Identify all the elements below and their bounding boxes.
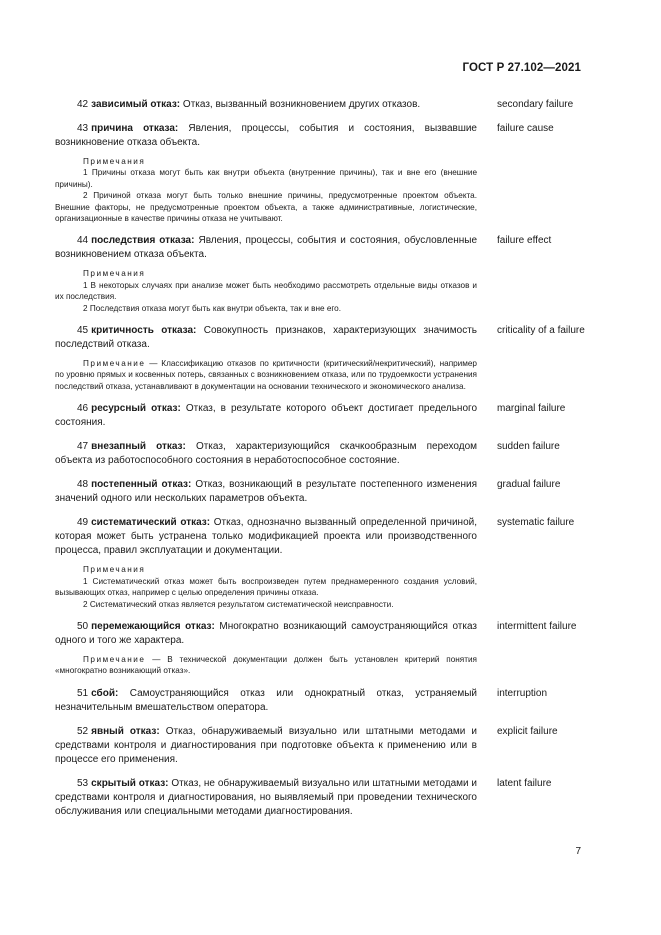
term-definition-column	[55, 478, 477, 506]
term-entry	[55, 516, 585, 610]
notes-block	[55, 156, 477, 224]
term-definition-column	[55, 620, 477, 677]
term-entry	[55, 440, 585, 468]
english-term: interruption	[497, 687, 548, 699]
term-entry	[55, 122, 585, 224]
term-name: последствия отказа:	[91, 235, 195, 247]
definition-text: Отказ, обнаруживаемый визуально или штатными методами и средствами контроля и диагностирования при подготовке объекта к применению или в процессе его применения.	[55, 725, 478, 765]
term-number: 52	[77, 725, 89, 737]
term-number: 45	[77, 325, 89, 337]
term-definition-column	[55, 324, 477, 392]
term-entry	[55, 687, 585, 715]
term-entry	[55, 402, 585, 430]
term-name: сбой:	[91, 687, 119, 699]
definition-text: Явления, процессы, события и состояния, вызвавшие возникновение отказа объекта.	[55, 123, 477, 148]
note-block	[55, 654, 477, 677]
term-definition	[55, 98, 477, 112]
term-number: 53	[77, 777, 89, 789]
definition-text: Отказ, вызванный возникновением других отказов.	[182, 99, 421, 110]
term-entry	[55, 725, 585, 767]
definition-text: Отказ, характеризующийся скачкообразным переходом объекта из работоспособного состояния в неработоспособное состояние.	[55, 441, 478, 467]
english-term: marginal failure	[497, 403, 566, 415]
definition-text: Явления, процессы, события и состояния, обусловленные возникновением отказа объекта.	[55, 235, 478, 261]
term-definition-column	[55, 98, 477, 112]
term-name: ресурсный отказ:	[91, 403, 181, 415]
definition-text: Самоустраняющийся отказ или однократный отказ, устраняемый незначительным вмешательством оператора.	[55, 687, 478, 713]
term-name: скрытый отказ:	[91, 777, 169, 789]
term-number: 51	[77, 687, 89, 699]
english-term: systematic failure	[497, 517, 575, 529]
page-number: 7	[575, 846, 581, 857]
term-name: перемежающийся отказ:	[91, 620, 215, 632]
term-name: постепенный отказ:	[91, 479, 192, 491]
note-item: 2 Систематический отказ является результатом систематической неисправности.	[83, 599, 394, 609]
note-item: 2 Последствия отказа могут быть как внутри объекта, так и вне его.	[83, 303, 342, 313]
term-name: явный отказ:	[91, 725, 160, 737]
definition-text: Совокупность признаков, характеризующих значимость последствий отказа.	[55, 325, 477, 351]
term-definition-column	[55, 234, 477, 314]
english-term: sudden failure	[497, 441, 560, 453]
term-definition	[55, 440, 477, 468]
definition-text: Отказ, не обнаруживаемый визуально или штатными методами и средствами контроля и диагностирования, но выявляемый при проведении технического обслуживания или специальными методами диагностирования.	[55, 777, 477, 817]
term-definition-column	[55, 777, 477, 819]
term-entry	[55, 234, 585, 314]
notes-label: Примечания	[83, 269, 146, 279]
term-definition	[55, 122, 477, 150]
term-definition	[55, 725, 477, 767]
note-label: Примечание	[83, 654, 146, 664]
term-number: 44	[77, 235, 89, 247]
term-name: систематический отказ:	[91, 517, 211, 529]
term-entry	[55, 777, 585, 819]
term-definition-column	[55, 725, 477, 767]
english-term: secondary failure	[497, 99, 574, 110]
note-block	[55, 358, 477, 392]
note-item: 1 Причины отказа могут быть как внутри объекта (внутренние причины), так и вне его (внешние причины).	[55, 168, 477, 189]
note-item: 1 В некоторых случаях при анализе может быть необходимо рассмотреть отдельные виды отказов и их последствия.	[55, 280, 477, 302]
term-definition	[55, 620, 477, 648]
english-term: criticality of a failure	[497, 325, 585, 337]
term-definition	[55, 516, 477, 558]
note-item: 1 Систематический отказ может быть воспроизведен путем преднамеренного создания условий, вызывающих отказ, например с целью определения причины отказа.	[55, 576, 477, 598]
term-entry	[55, 98, 585, 112]
term-definition-column	[55, 440, 477, 468]
definition-text: Отказ, в результате которого объект достигает предельного состояния.	[55, 403, 477, 429]
english-term: intermittent failure	[497, 620, 577, 632]
term-number: 43	[77, 123, 89, 134]
term-entry	[55, 324, 585, 392]
term-entry	[55, 478, 585, 506]
term-name: зависимый отказ:	[91, 99, 181, 110]
term-definition	[55, 324, 477, 352]
english-term: explicit failure	[497, 725, 558, 737]
note-text: — В технической документации должен быть установлен критерий понятия «многократно возникающий отказ».	[55, 654, 477, 676]
notes-block	[55, 268, 477, 314]
term-entry	[55, 620, 585, 677]
term-number: 49	[77, 517, 89, 529]
term-definition	[55, 234, 477, 262]
english-term: gradual failure	[497, 479, 561, 491]
notes-block	[55, 564, 477, 610]
note-label: Примечание	[83, 359, 146, 369]
english-term: failure cause	[497, 123, 554, 134]
term-number: 46	[77, 403, 89, 415]
definition-text: Отказ, однозначно вызванный определенной причиной, которая может быть устранена только модификацией проекта или производственного процесса, правил эксплуатации и документации.	[55, 517, 478, 557]
note-text: — Классификацию отказов по критичности (критический/некритический), например по уровню прямых и косвенных потерь, связанных с возникновением отказа, или по трудоемкости устранения последствий отказа, устанавливают в документации на основании технического и экономического анализа.	[55, 359, 477, 391]
english-term: latent failure	[497, 777, 552, 789]
english-term: failure effect	[497, 235, 552, 247]
term-name: внезапный отказ:	[91, 441, 186, 453]
notes-label: Примечания	[83, 565, 146, 575]
notes-label: Примечания	[83, 157, 146, 166]
term-number: 42	[77, 99, 89, 110]
term-number: 48	[77, 479, 89, 491]
term-definition	[55, 402, 477, 430]
definition-text: Многократно возникающий самоустраняющийся отказ одного и того же характера.	[55, 620, 478, 646]
term-definition	[55, 478, 477, 506]
term-name: критичность отказа:	[91, 325, 197, 337]
term-number: 47	[77, 441, 89, 453]
definition-text: Отказ, возникающий в результате постепенного изменения значений одного или нескольких параметров объекта.	[55, 479, 478, 505]
term-name: причина отказа:	[91, 123, 179, 134]
term-definition	[55, 687, 477, 715]
term-number: 50	[77, 620, 89, 632]
term-definition-column	[55, 402, 477, 430]
term-definition-column	[55, 516, 477, 610]
note-item: 2 Причиной отказа могут быть только внешние причины, предусмотренные проектом объекта. Внешние факторы, не предусмотренные проектом объекта, а также административные, логистические, организационные в качестве причины отказа не учитывают.	[55, 191, 477, 224]
document-header: ГОСТ Р 27.102—2021	[462, 62, 581, 74]
term-definition-column	[55, 122, 477, 224]
terms-list	[55, 98, 585, 819]
term-definition	[55, 777, 477, 819]
term-definition-column	[55, 687, 477, 715]
